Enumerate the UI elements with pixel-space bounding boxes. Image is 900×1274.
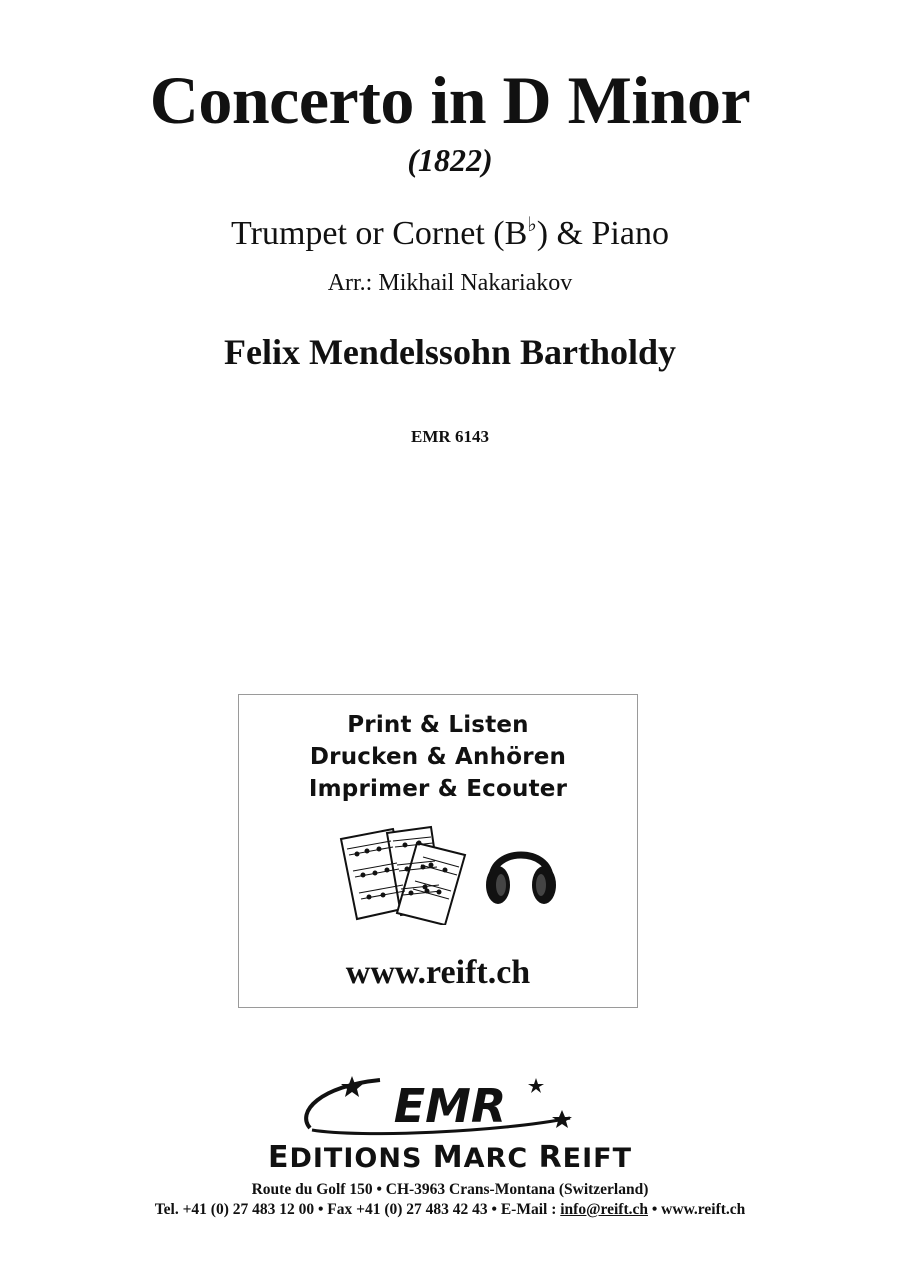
instrumentation-text-b: ) & Piano	[536, 215, 669, 252]
publisher-name-initial-3: R	[538, 1140, 563, 1175]
print-listen-box	[238, 694, 638, 1008]
publisher-name-part-1: DITIONS	[289, 1143, 433, 1174]
score-title: Concerto in D Minor	[149, 62, 751, 138]
flat-symbol: ♭	[527, 214, 537, 236]
publisher-contact	[0, 1200, 900, 1220]
promo-website-link[interactable]: www.reift.ch	[345, 954, 531, 991]
instrumentation-text-a: Trumpet or Cornet (B	[231, 215, 528, 252]
contact-phone-fax: Tel. +41 (0) 27 483 12 00 • Fax +41 (0) 27 483 42 43 • E-Mail :	[154, 1201, 561, 1218]
publisher-address: Route du Golf 150 • CH-3963 Crans-Montana (Switzerland)	[251, 1181, 649, 1198]
composer-name: Felix Mendelssohn Bartholdy	[223, 332, 677, 372]
promo-line-english: Print & Listen	[347, 712, 529, 738]
headphones-icon	[484, 833, 558, 911]
email-link[interactable]: info@reift.ch	[560, 1201, 648, 1218]
catalog-number: EMR 6143	[411, 427, 489, 446]
emr-logo	[300, 1072, 600, 1136]
publisher-name-initial-1: E	[267, 1140, 290, 1175]
promo-line-french: Imprimer & Ecouter	[308, 776, 568, 802]
arranger: Arr.: Mikhail Nakariakov	[327, 270, 573, 296]
logo-text: EMR	[393, 1079, 507, 1133]
promo-line-german: Drucken & Anhören	[309, 744, 567, 770]
publisher-name	[0, 1142, 900, 1175]
publisher-name-part-3: EIFT	[562, 1143, 633, 1174]
instrumentation	[0, 204, 900, 255]
sheet-music-icon	[339, 825, 469, 925]
publisher-name-part-2: ARC	[463, 1143, 539, 1174]
contact-website: • www.reift.ch	[648, 1201, 746, 1218]
publisher-name-initial-2: M	[432, 1140, 464, 1175]
composition-year: (1822)	[407, 142, 493, 178]
